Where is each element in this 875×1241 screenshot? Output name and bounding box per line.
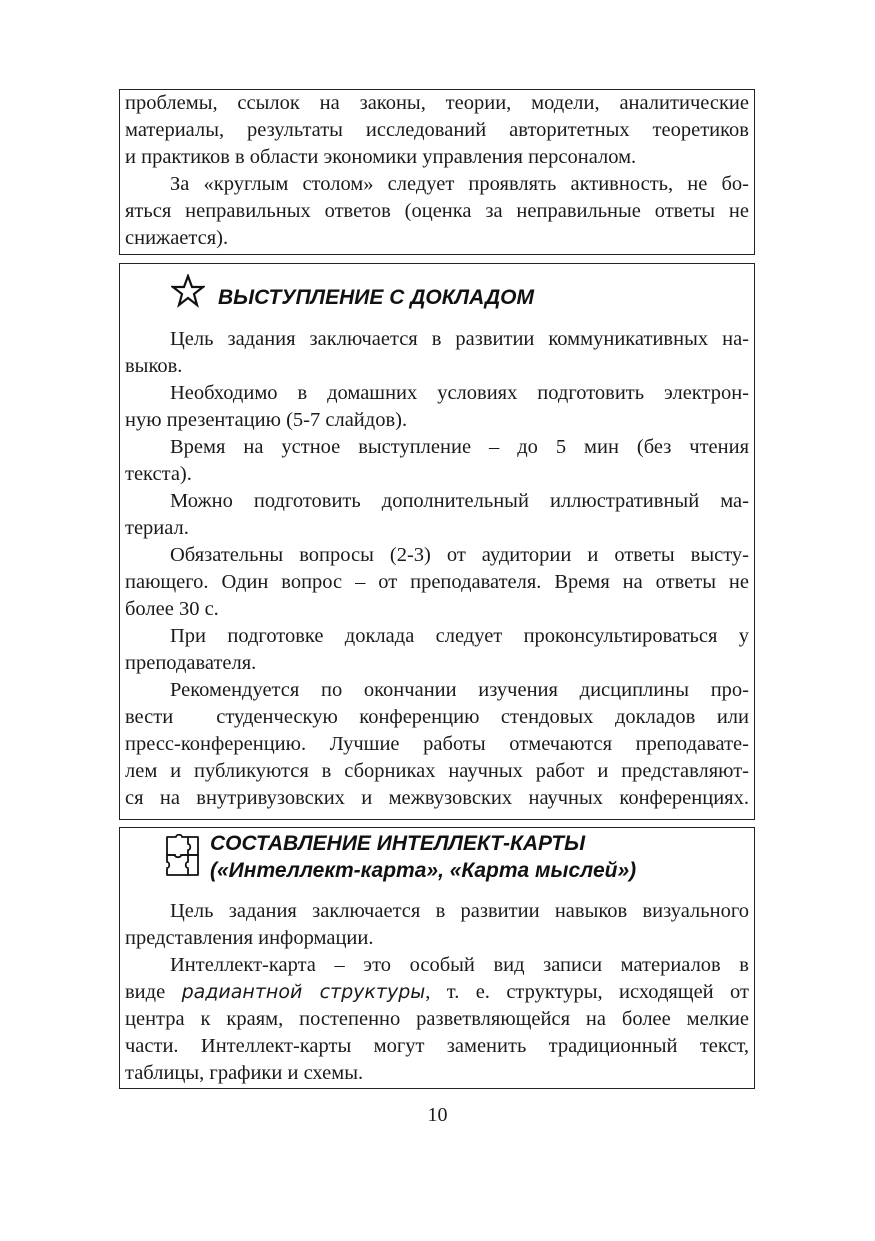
- puzzle-icon: [164, 834, 202, 878]
- star-icon: [171, 274, 205, 308]
- section-body: [125, 898, 749, 1087]
- text-fragment: виде: [125, 981, 182, 1003]
- text-line: лем и публикуются в сборниках научных работ и представляют-: [125, 760, 749, 782]
- text-line: центра к краям, постепенно разветвляющейся на более мелкие: [125, 1008, 749, 1030]
- section-subtitle: («Интеллект-карта», «Карта мыслей»): [210, 859, 637, 882]
- text-line: Интеллект-карта – это особый вид записи материалов в: [170, 954, 749, 976]
- text-line: преподавателя.: [125, 652, 257, 674]
- text-line: вести студенческую конференцию стендовых докладов или: [125, 706, 749, 728]
- text-line: [125, 979, 749, 1006]
- section-mindmap: [119, 827, 755, 1089]
- paragraph: [125, 90, 749, 252]
- section-report: [119, 263, 755, 820]
- text-line: и практиков в области экономики управления персоналом.: [125, 146, 637, 168]
- text-line: Обязательны вопросы (2-3) от аудитории и ответы высту-: [170, 544, 749, 566]
- text-line: За «круглым столом» следует проявлять активность, не бо-: [170, 173, 749, 195]
- italic-term: радиантной структуры: [181, 981, 426, 1003]
- text-line: териал.: [125, 517, 189, 539]
- text-line: Рекомендуется по окончании изучения дисциплины про-: [170, 679, 749, 701]
- text-line: Можно подготовить дополнительный иллюстративный ма-: [170, 490, 749, 512]
- text-line: Цель задания заключается в развитии навыков визуального: [170, 900, 749, 922]
- section-title: ВЫСТУПЛЕНИЕ С ДОКЛАДОМ: [218, 286, 535, 309]
- text-line: снижается).: [125, 227, 229, 249]
- text-line: яться неправильных ответов (оценка за неправильные ответы не: [125, 200, 749, 222]
- text-line: таблицы, графики и схемы.: [125, 1062, 364, 1084]
- text-line: проблемы, ссылок на законы, теории, модели, аналитические: [125, 92, 749, 114]
- text-fragment: , т. е. структуры, исходящей от: [425, 981, 749, 1003]
- text-line: Время на устное выступление – до 5 мин (без чтения: [170, 436, 749, 458]
- text-line: материалы, результаты исследований авторитетных теоретиков: [125, 119, 749, 141]
- text-line: выков.: [125, 355, 183, 377]
- text-line: текста).: [125, 463, 192, 485]
- text-line: более 30 с.: [125, 598, 219, 620]
- text-line: пресс-конференцию. Лучшие работы отмечаются преподавате-: [125, 733, 749, 755]
- text-line: ся на внутривузовских и межвузовских научных конференциях.: [125, 787, 749, 809]
- text-line: представления информации.: [125, 927, 374, 949]
- text-line: ную презентацию (5-7 слайдов).: [125, 409, 408, 431]
- page-number: 10: [427, 1104, 448, 1126]
- text-line: части. Интеллект-карты могут заменить традиционный текст,: [125, 1035, 749, 1057]
- text-box-round-table: [119, 89, 755, 255]
- text-line: Необходимо в домашних условиях подготовить электрон-: [170, 382, 749, 404]
- section-title: СОСТАВЛЕНИЕ ИНТЕЛЛЕКТ-КАРТЫ: [210, 832, 586, 855]
- text-line: пающего. Один вопрос – от преподавателя. Время на ответы не: [125, 571, 749, 593]
- text-line: При подготовке доклада следует проконсультироваться у: [170, 625, 749, 647]
- section-body: [125, 326, 749, 812]
- text-line: Цель задания заключается в развитии коммуникативных на-: [170, 328, 749, 350]
